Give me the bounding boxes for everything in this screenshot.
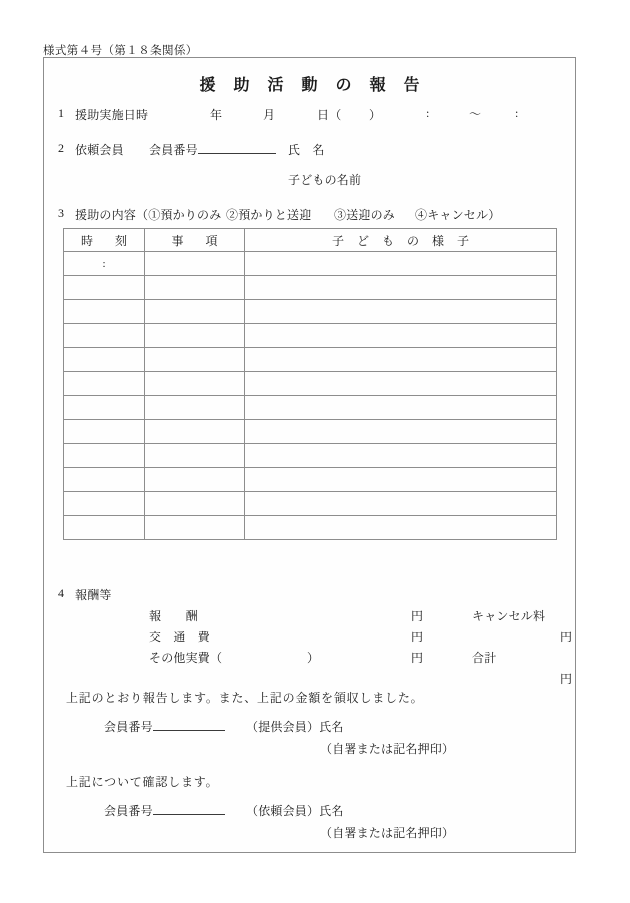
report-member-no-label: 会員番号 (104, 720, 153, 734)
fee-reward-unit: 円 (411, 609, 424, 623)
fee-transport-label: 交 通 費 (149, 630, 211, 644)
fee-transport-unit: 円 (411, 630, 424, 644)
requesting-member-no (149, 141, 276, 158)
cell-time[interactable]: : (64, 252, 145, 276)
child-name-label: 子どもの名前 (288, 173, 362, 187)
cell-time[interactable] (64, 492, 145, 516)
cell-remarks[interactable] (245, 516, 557, 540)
cancel-fee-unit: 円 (560, 630, 573, 644)
cell-remarks[interactable] (245, 372, 557, 396)
cell-item[interactable] (145, 324, 245, 348)
fee-other-paren-close: ） (307, 651, 320, 665)
confirm-role-name-label: （依頼会員）氏名 (246, 804, 344, 818)
table-row (64, 276, 557, 300)
cell-remarks[interactable] (245, 300, 557, 324)
option-3: ③送迎のみ (334, 208, 396, 222)
section-4-label: 報酬等 (75, 588, 112, 602)
option-4: ④キャンセル） (415, 208, 501, 222)
table-row (64, 396, 557, 420)
member-no-input[interactable] (198, 153, 276, 154)
table-row (64, 324, 557, 348)
table-row (64, 252, 557, 276)
cell-time[interactable] (64, 516, 145, 540)
cell-remarks[interactable] (245, 348, 557, 372)
cell-time[interactable] (64, 300, 145, 324)
confirm-role-name (246, 802, 344, 819)
cell-item[interactable] (145, 492, 245, 516)
confirm-member-no-label: 会員番号 (104, 804, 153, 818)
total-unit: 円 (560, 672, 573, 686)
cell-time[interactable] (64, 444, 145, 468)
section-4-index: 4 (58, 586, 65, 600)
report-role-name (246, 718, 344, 735)
total-label: 合計 (472, 651, 497, 665)
form-frame (43, 57, 576, 853)
confirm-member-no (104, 802, 225, 819)
cell-item[interactable] (145, 420, 245, 444)
cell-remarks[interactable] (245, 468, 557, 492)
day-label: 日（ (317, 108, 342, 122)
child-name-row (288, 171, 361, 188)
table-header-row (64, 229, 557, 252)
activity-table-body (64, 252, 557, 540)
time-separator: 〜 (469, 107, 482, 121)
cell-item[interactable] (145, 444, 245, 468)
col-header-remarks: 子 ど も の 様 子 (245, 229, 557, 252)
day-close-paren: ） (369, 108, 382, 122)
cell-remarks[interactable] (245, 324, 557, 348)
cell-time[interactable] (64, 396, 145, 420)
cancel-fee-label: キャンセル料 (472, 609, 546, 623)
table-row (64, 300, 557, 324)
section-1-label: 援助実施日時 (75, 108, 149, 122)
section-3-index: 3 (58, 206, 65, 220)
activity-table (63, 228, 557, 540)
cell-time[interactable] (64, 324, 145, 348)
time-start: : (426, 106, 430, 120)
section-3-label: 援助の内容（①預かりのみ (75, 208, 222, 222)
report-member-no (104, 718, 225, 735)
cell-remarks[interactable] (245, 492, 557, 516)
cell-item[interactable] (145, 252, 245, 276)
section-1-index: 1 (58, 106, 65, 120)
col-header-time: 時 刻 (64, 229, 145, 252)
cell-item[interactable] (145, 468, 245, 492)
confirm-statement-text: 上記について確認します。 (66, 775, 219, 789)
cell-item[interactable] (145, 348, 245, 372)
cell-remarks[interactable] (245, 276, 557, 300)
fee-reward-label: 報 酬 (149, 609, 198, 623)
time-end: : (515, 106, 519, 120)
cell-time[interactable] (64, 372, 145, 396)
cell-remarks[interactable] (245, 396, 557, 420)
col-header-item: 事 項 (145, 229, 245, 252)
report-role-name-label: （提供会員）氏名 (246, 720, 344, 734)
cell-remarks[interactable] (245, 420, 557, 444)
year-label: 年 (210, 108, 223, 122)
cell-remarks[interactable] (245, 252, 557, 276)
form-number: 様式第４号（第１８条関係） (43, 45, 198, 57)
section-2-label: 依頼会員 (75, 143, 124, 157)
page-title: 援 助 活 動 の 報 告 (199, 77, 427, 94)
report-member-no-input[interactable] (153, 730, 225, 731)
table-row (64, 468, 557, 492)
table-row (64, 444, 557, 468)
member-no-label: 会員番号 (149, 143, 198, 157)
table-row (64, 348, 557, 372)
month-label: 月 (263, 108, 276, 122)
section-2-index: 2 (58, 141, 65, 155)
table-row (64, 492, 557, 516)
cell-time[interactable] (64, 420, 145, 444)
fee-other-unit: 円 (411, 651, 424, 665)
option-2: ②預かりと送迎 (226, 208, 312, 222)
name-label: 氏 名 (288, 143, 325, 157)
requesting-member-name (288, 141, 325, 158)
cell-item[interactable] (145, 300, 245, 324)
cell-time[interactable] (64, 468, 145, 492)
table-row (64, 372, 557, 396)
cell-item[interactable] (145, 396, 245, 420)
table-row (64, 420, 557, 444)
report-sign-note: （自署または記名押印） (320, 742, 455, 756)
cell-remarks[interactable] (245, 444, 557, 468)
cell-time[interactable] (64, 348, 145, 372)
fee-other-label: その他実費（ (149, 651, 223, 665)
report-statement-text: 上記のとおり報告します。また、上記の金額を領収しました。 (66, 691, 424, 705)
cell-item[interactable] (145, 516, 245, 540)
confirm-sign-note: （自署または記名押印） (320, 826, 455, 840)
cell-item[interactable] (145, 372, 245, 396)
confirm-member-no-input[interactable] (153, 814, 225, 815)
cell-item[interactable] (145, 276, 245, 300)
table-row (64, 516, 557, 540)
cell-time[interactable] (64, 276, 145, 300)
